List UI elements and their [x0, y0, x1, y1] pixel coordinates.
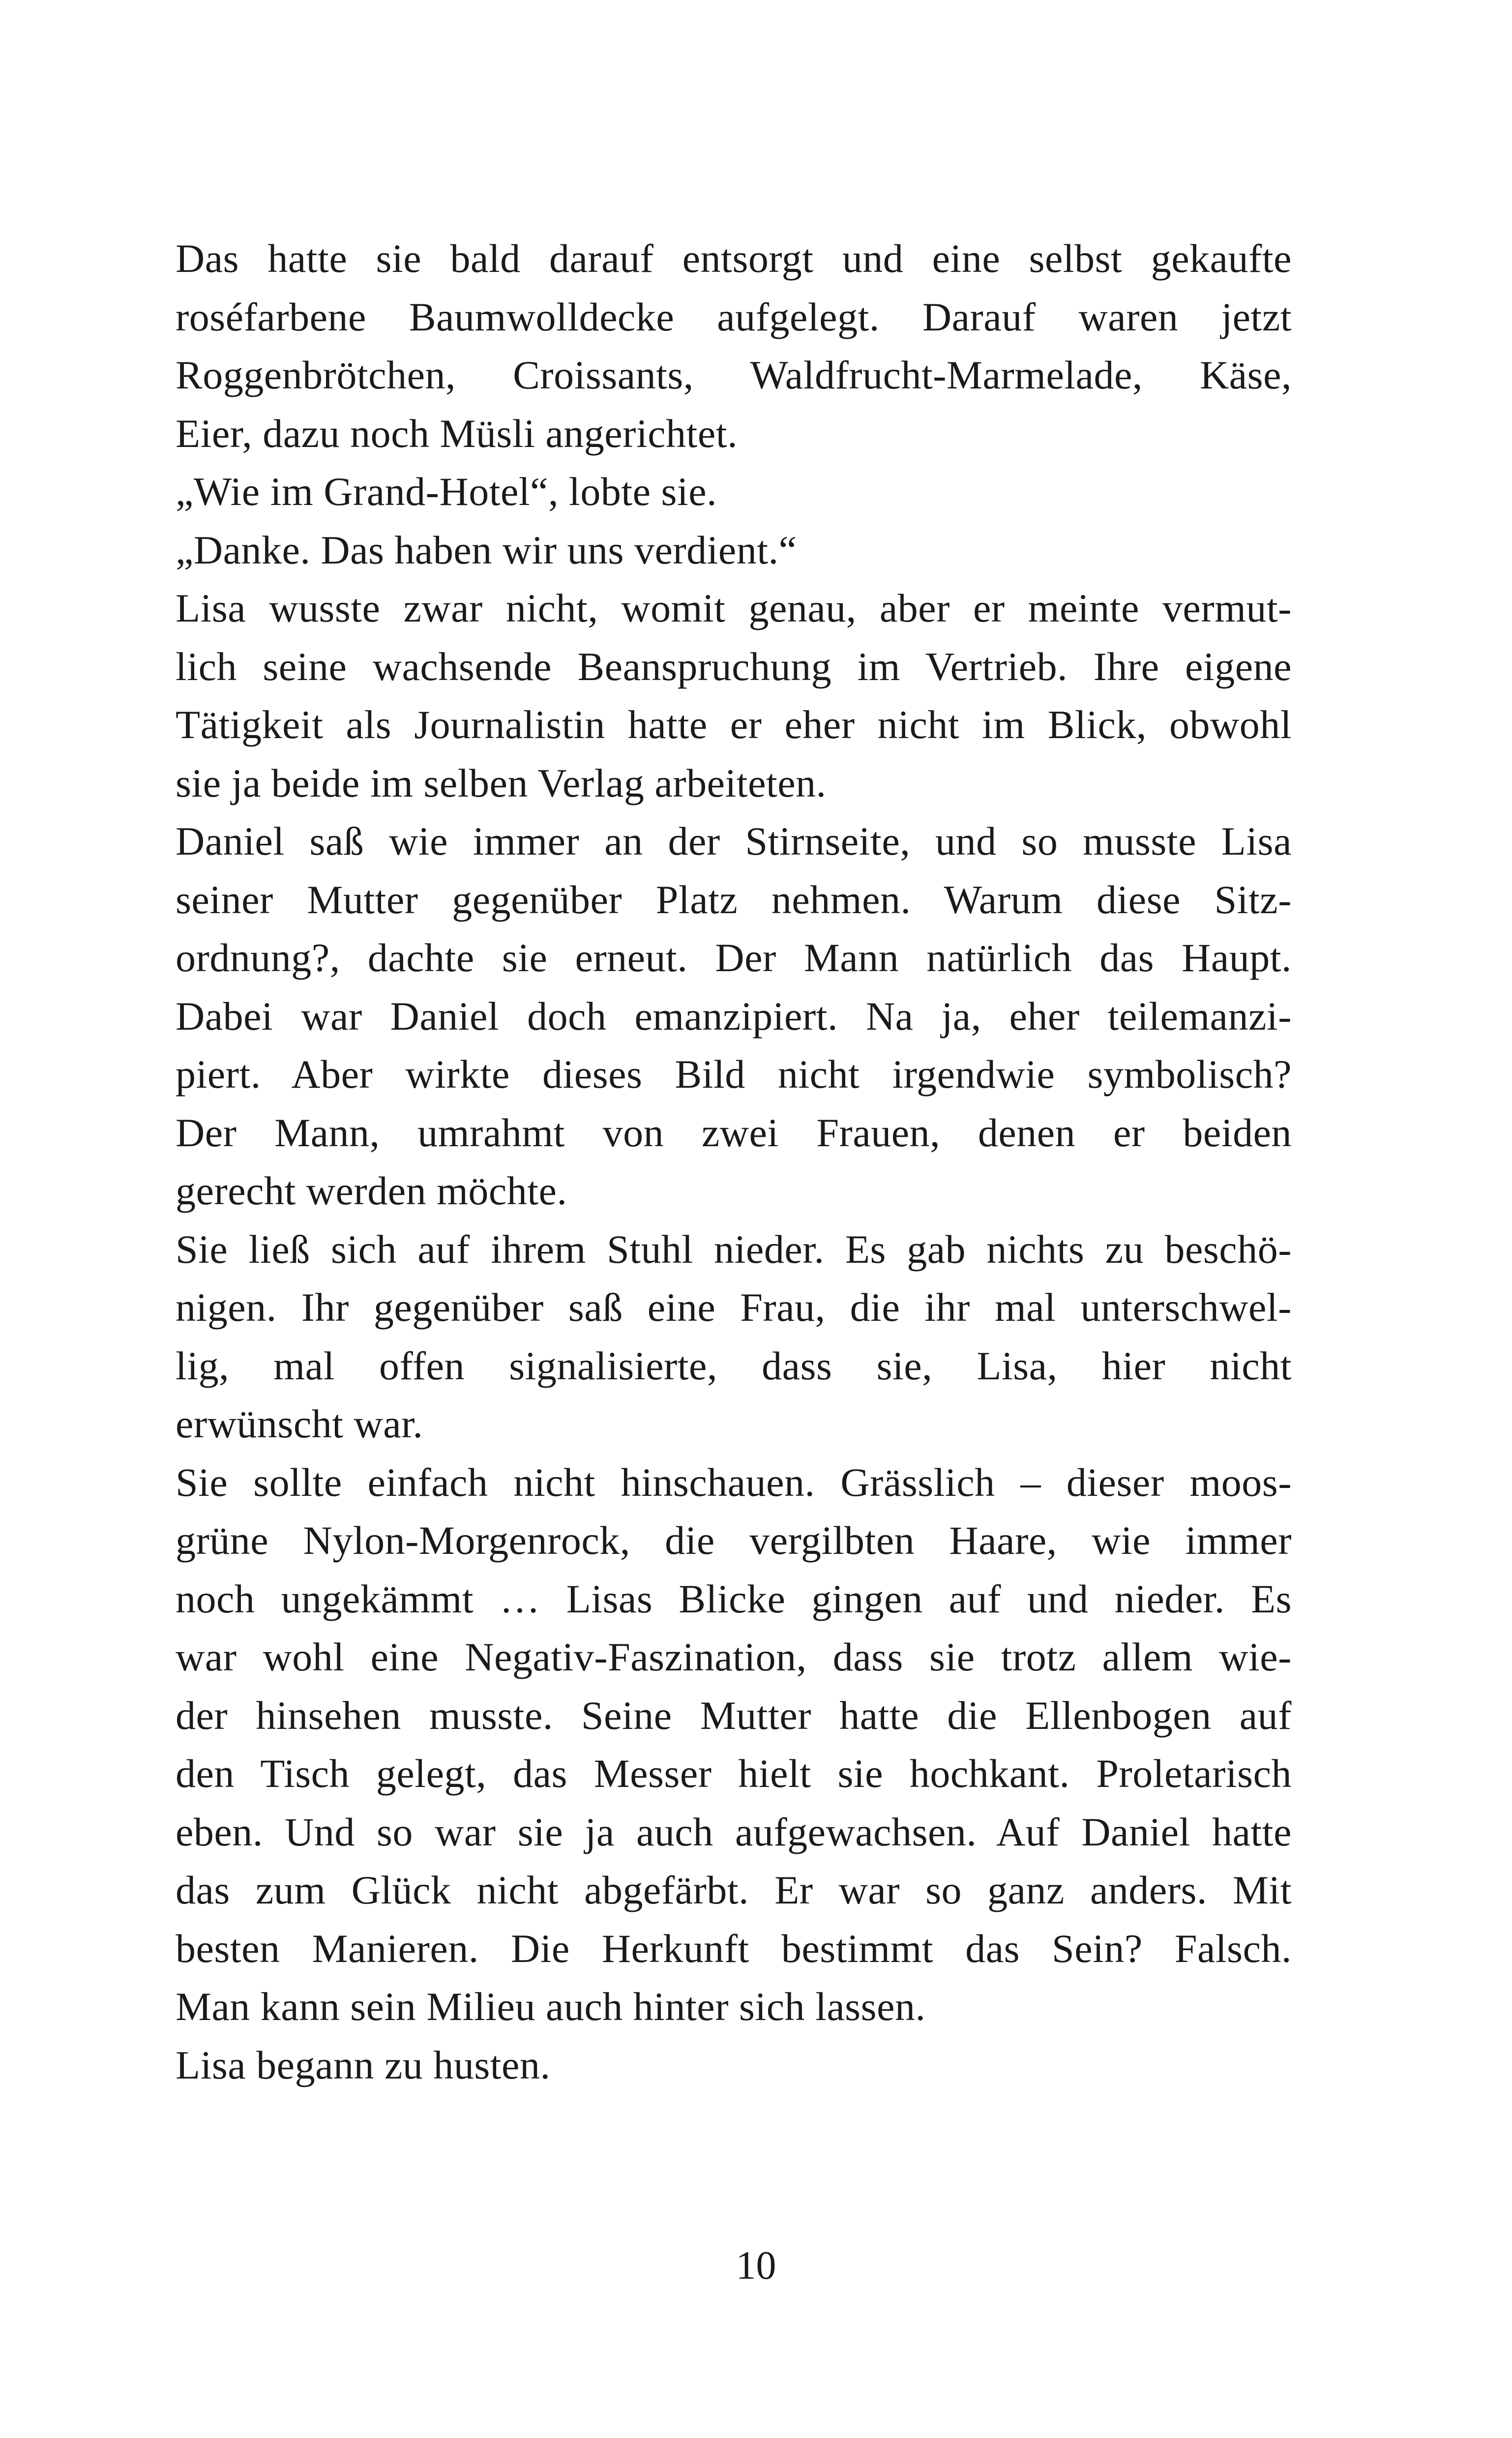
- text-line: Roggenbrötchen, Croissants, Waldfrucht-Marmelade, Käse,: [176, 353, 1292, 397]
- text-line: Man kann sein Milieu auch hinter sich lassen.: [176, 1984, 926, 2029]
- text-line: Das hatte sie bald darauf entsorgt und eine selbst gekaufte: [176, 236, 1292, 281]
- text-line: Sie ließ sich auf ihrem Stuhl nieder. Es gab nichts zu beschö-: [176, 1226, 1292, 1272]
- text-line: Der Mann, umrahmt von zwei Frauen, denen er beiden: [176, 1110, 1292, 1155]
- text-line: Daniel saß wie immer an der Stirnseite, und so musste Lisa: [176, 819, 1292, 863]
- text-line: roséfarbene Baumwolldecke aufgelegt. Darauf waren jetzt: [176, 294, 1292, 339]
- text-line: den Tisch gelegt, das Messer hielt sie hochkant. Proletarisch: [176, 1751, 1292, 1796]
- body-text: [176, 230, 1292, 2094]
- text-line: „Danke. Das haben wir uns verdient.“: [176, 527, 797, 572]
- text-line: Eier, dazu noch Müsli angerichtet.: [176, 411, 738, 456]
- text-line: war wohl eine Negativ-Faszination, dass sie trotz allem wie-: [176, 1635, 1292, 1679]
- text-line: eben. Und so war sie ja auch aufgewachsen. Auf Daniel hatte: [176, 1809, 1292, 1854]
- text-line: grüne Nylon-Morgenrock, die vergilbten Haare, wie immer: [176, 1518, 1292, 1563]
- text-line: der hinsehen musste. Seine Mutter hatte die Ellenbogen auf: [176, 1693, 1292, 1738]
- text-line: piert. Aber wirkte dieses Bild nicht irgendwie symbolisch?: [176, 1052, 1292, 1097]
- text-line: seiner Mutter gegenüber Platz nehmen. Warum diese Sitz-: [176, 877, 1292, 922]
- text-line: Lisa wusste zwar nicht, womit genau, aber er meinte vermut-: [176, 586, 1292, 630]
- text-line: das zum Glück nicht abgefärbt. Er war so ganz anders. Mit: [176, 1868, 1292, 1912]
- text-line: Tätigkeit als Journalistin hatte er eher nicht im Blick, obwohl: [176, 702, 1292, 747]
- text-line: gerecht werden möchte.: [176, 1168, 567, 1213]
- text-line: Dabei war Daniel doch emanzipiert. Na ja, eher teilemanzi-: [176, 993, 1292, 1039]
- text-line: sie ja beide im selben Verlag arbeiteten.: [176, 760, 827, 805]
- text-line: erwünscht war.: [176, 1401, 423, 1446]
- page-number: 10: [736, 2243, 776, 2288]
- text-line: Sie sollte einfach nicht hinschauen. Grässlich – dieser moos-: [176, 1459, 1292, 1505]
- text-line: besten Manieren. Die Herkunft bestimmt das Sein? Falsch.: [176, 1926, 1292, 1971]
- text-line: noch ungekämmt … Lisas Blicke gingen auf und nieder. Es: [176, 1576, 1292, 1621]
- text-line: nigen. Ihr gegenüber saß eine Frau, die ihr mal unterschwel-: [176, 1285, 1292, 1330]
- text-line: „Wie im Grand-Hotel“, lobte sie.: [176, 469, 717, 514]
- text-line: lig, mal offen signalisierte, dass sie, Lisa, hier nicht: [176, 1343, 1292, 1388]
- text-line: ordnung?, dachte sie erneut. Der Mann natürlich das Haupt.: [176, 935, 1292, 980]
- text-line: lich seine wachsende Beanspruchung im Vertrieb. Ihre eigene: [176, 644, 1292, 689]
- text-line: Lisa begann zu husten.: [176, 2042, 551, 2087]
